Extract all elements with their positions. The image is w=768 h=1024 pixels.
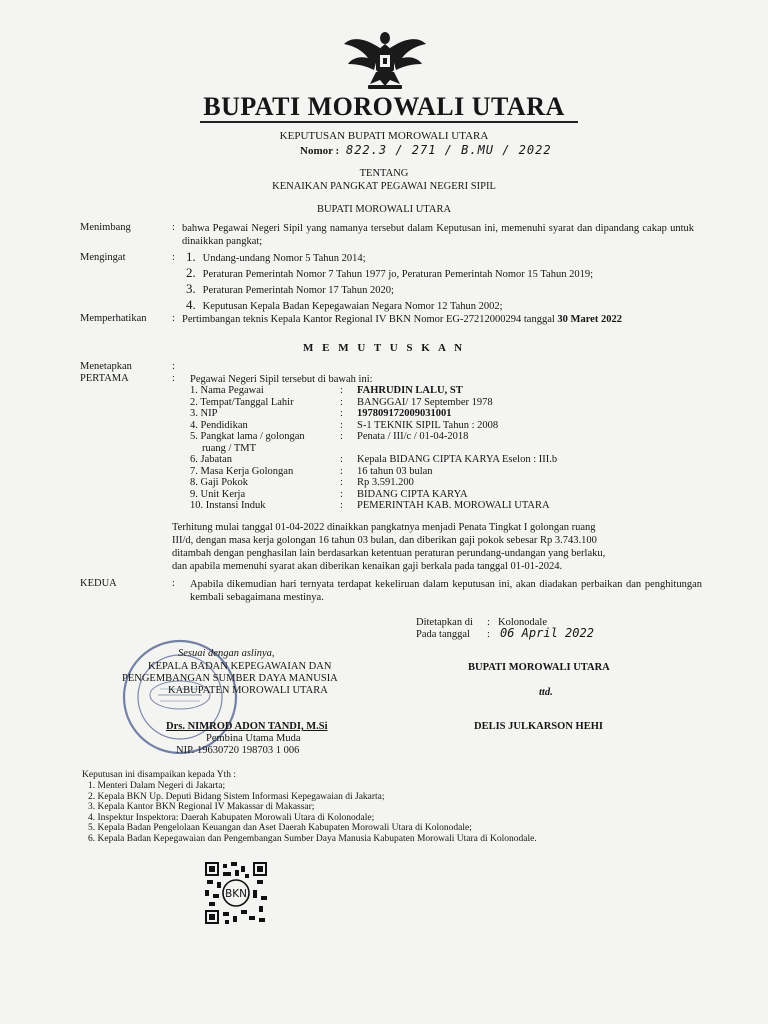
list-item: 6. Kepala Badan Kepegawaian dan Pengembangan Sumber Daya Manusia Kabupaten Morowali Utara di Kolonodale. (88, 833, 537, 844)
list-item: 2. Peraturan Pemerintah Nomor 7 Tahun 1977 jo, Peraturan Pemerintah Nomor 15 Tahun 2019; (186, 265, 593, 280)
field-label: 8. Gaji Pokok (190, 477, 249, 488)
field-value: PEMERINTAH KAB. MOROWALI UTARA (357, 500, 550, 511)
pertama-label: PERTAMA (80, 373, 129, 384)
field-value: BANGGAI/ 17 September 1978 (357, 396, 493, 408)
paragraph-line: III/d, dengan masa kerja golongan 16 tahun 03 bulan, dan diberikan gaji pokok sebesar Rp 3.743.100 (172, 535, 597, 546)
decision-number (300, 143, 552, 157)
right-signatory-name: DELIS JULKARSON HEHI (474, 721, 603, 732)
issuer-line: BUPATI MOROWALI UTARA (316, 204, 452, 215)
ditetapkan-label: Ditetapkan di (416, 617, 473, 628)
field-colon: : (340, 465, 343, 477)
distribution-list (88, 781, 537, 845)
list-item: 4. Inspektur Inspektora: Daerah Kabupaten Morowali Utara di Kolonodale; (88, 812, 375, 823)
field-value: Kepala BIDANG CIPTA KARYA Eselon : III.b (357, 454, 558, 465)
qr-code-icon (205, 862, 267, 924)
field-value: FAHRUDIN LALU, ST (357, 385, 463, 396)
field-value: 197809172009031001 (357, 408, 452, 419)
mengingat-colon: : (172, 252, 175, 263)
list-item: 1. Undang-undang Nomor 5 Tahun 2014; (186, 249, 366, 264)
left-signatory-nip: NIP. 19630720 198703 1 006 (176, 745, 300, 756)
field-label: 6. Jabatan (190, 454, 232, 465)
menetapkan-colon: : (172, 361, 175, 372)
ditetapkan-colon: : (487, 617, 490, 628)
field-colon: : (340, 385, 343, 396)
left-signatory-name: Drs. NIMROD ADON TANDI, M.Si (166, 721, 328, 732)
distribution-intro: Keputusan ini disampaikan kepada Yth : (82, 770, 236, 780)
field-label: 2. Tempat/Tanggal Lahir (190, 396, 294, 408)
memutuskan-heading: M E M U T U S K A N (302, 342, 466, 354)
nomor-value: 822.3 / 271 / B.MU / 2022 (345, 143, 552, 157)
field-label: 3. NIP (190, 408, 218, 419)
field-value: Penata / III/c / 01-04-2018 (357, 431, 469, 442)
garuda-emblem-icon (340, 28, 430, 90)
field-label: 7. Masa Kerja Golongan (190, 465, 294, 477)
nomor-label: Nomor : (300, 145, 340, 157)
field-value: BIDANG CIPTA KARYA (357, 488, 468, 500)
paragraph-line: Terhitung mulai tanggal 01-04-2022 dinaikkan pangkatnya menjadi Penata Tingkat I golongan ruang (172, 522, 596, 533)
list-item: 1. Menteri Dalam Negeri di Jakarta; (88, 781, 226, 791)
field-value: S-1 TEKNIK SIPIL Tahun : 2008 (357, 419, 499, 431)
left-sign-line4: KABUPATEN MOROWALI UTARA (168, 685, 328, 696)
field-label: 5. Pangkat lama / golongan (190, 431, 305, 442)
paragraph-line: ditambah dengan penghasilan lain berdasarkan ketentuan peraturan perundang-undangan yang berlaku, (172, 548, 606, 559)
menimbang-colon: : (172, 222, 175, 233)
field-label-continued: ruang / TMT (202, 442, 257, 454)
tanggal-colon: : (487, 629, 490, 640)
kedua-text: Apabila dikemudian hari ternyata terdapat kekeliruan dalam keputusan ini, akan diadakan perbaikan dan penghitungan kembali sebagaimana mestinya. (190, 579, 702, 603)
kedua-label: KEDUA (80, 578, 117, 589)
tentang-label: TENTANG (359, 168, 409, 179)
field-label: 4. Pendidikan (190, 419, 248, 431)
pertama-intro: Pegawai Negeri Sipil tersebut di bawah ini: (190, 374, 373, 385)
field-colon: : (340, 454, 343, 465)
document-title: BUPATI MOROWALI UTARA (203, 92, 565, 121)
menimbang-label: Menimbang (80, 222, 131, 233)
ditetapkan-value: Kolonodale (498, 617, 547, 628)
memperhatikan-date: 30 Maret 2022 (557, 314, 622, 325)
memperhatikan-text: Pertimbangan teknis Kepala Kantor Regional IV BKN Nomor EG-27212000294 tanggal 30 Maret 2022 (182, 314, 622, 325)
tanggal-label: Pada tanggal (416, 629, 470, 640)
mengingat-label: Mengingat (80, 252, 126, 263)
paragraph-line: dan apabila memenuhi syarat akan diberikan kenaikan gaji berkala pada tanggal 01-01-2024. (172, 561, 563, 572)
list-item: 3. Kepala Kantor BKN Regional IV Makassar di Makassar; (88, 802, 315, 813)
decision-title: KEPUTUSAN BUPATI MOROWALI UTARA (279, 130, 489, 142)
kedua-colon: : (172, 578, 175, 589)
list-item: 5. Kepala Badan Pengelolaan Keuangan dan Aset Daerah Kabupaten Morowali Utara di Kolonodale; (88, 823, 472, 834)
field-colon: : (340, 477, 343, 488)
list-item: 2. Kepala BKN Up. Deputi Bidang Sistem Informasi Kepegawaian di Jakarta; (88, 791, 385, 802)
ttd-label: ttd. (539, 687, 553, 698)
right-signatory-title: BUPATI MOROWALI UTARA (468, 662, 610, 673)
menetapkan-label: Menetapkan (80, 361, 132, 372)
subject-line: KENAIKAN PANGKAT PEGAWAI NEGERI SIPIL (272, 181, 496, 192)
tanggal-value: 06 April 2022 (500, 626, 594, 640)
pertama-paragraph (172, 521, 702, 573)
pertama-colon: : (172, 373, 175, 384)
mengingat-list (186, 250, 593, 314)
menimbang-text: bahwa Pegawai Negeri Sipil yang namanya tersebut dalam Keputusan ini, memenuhi syarat dan dipandang cakap untuk dinaikkan pangkat; (182, 223, 694, 247)
field-colon: : (340, 500, 343, 511)
field-colon: : (340, 408, 343, 419)
memperhatikan-colon: : (172, 313, 175, 324)
field-colon: : (340, 396, 343, 408)
left-sign-line3: PENGEMBANGAN SUMBER DAYA MANUSIA (122, 673, 338, 684)
field-label: 1. Nama Pegawai (190, 385, 264, 396)
field-value: Rp 3.591.200 (357, 477, 414, 488)
field-colon: : (340, 488, 343, 500)
field-label: 9. Unit Kerja (190, 488, 246, 500)
qr-logo-label: BKN (225, 888, 247, 901)
field-colon: : (340, 419, 343, 431)
list-item: 4. Keputusan Kepala Badan Kepegawaian Negara Nomor 12 Tahun 2002; (186, 297, 503, 312)
field-colon: : (340, 431, 343, 442)
field-label: 10. Instansi Induk (190, 500, 266, 511)
memperhatikan-label: Memperhatikan (80, 313, 147, 324)
left-sign-line2: KEPALA BADAN KEPEGAWAIAN DAN (148, 661, 332, 672)
left-signatory-rank: Pembina Utama Muda (206, 733, 301, 744)
title-underline (200, 121, 578, 123)
list-item: 3. Peraturan Pemerintah Nomor 17 Tahun 2020; (186, 281, 394, 296)
sesuai-aslinya: Sesuai dengan aslinya, (178, 648, 275, 659)
field-value: 16 tahun 03 bulan (357, 465, 433, 477)
